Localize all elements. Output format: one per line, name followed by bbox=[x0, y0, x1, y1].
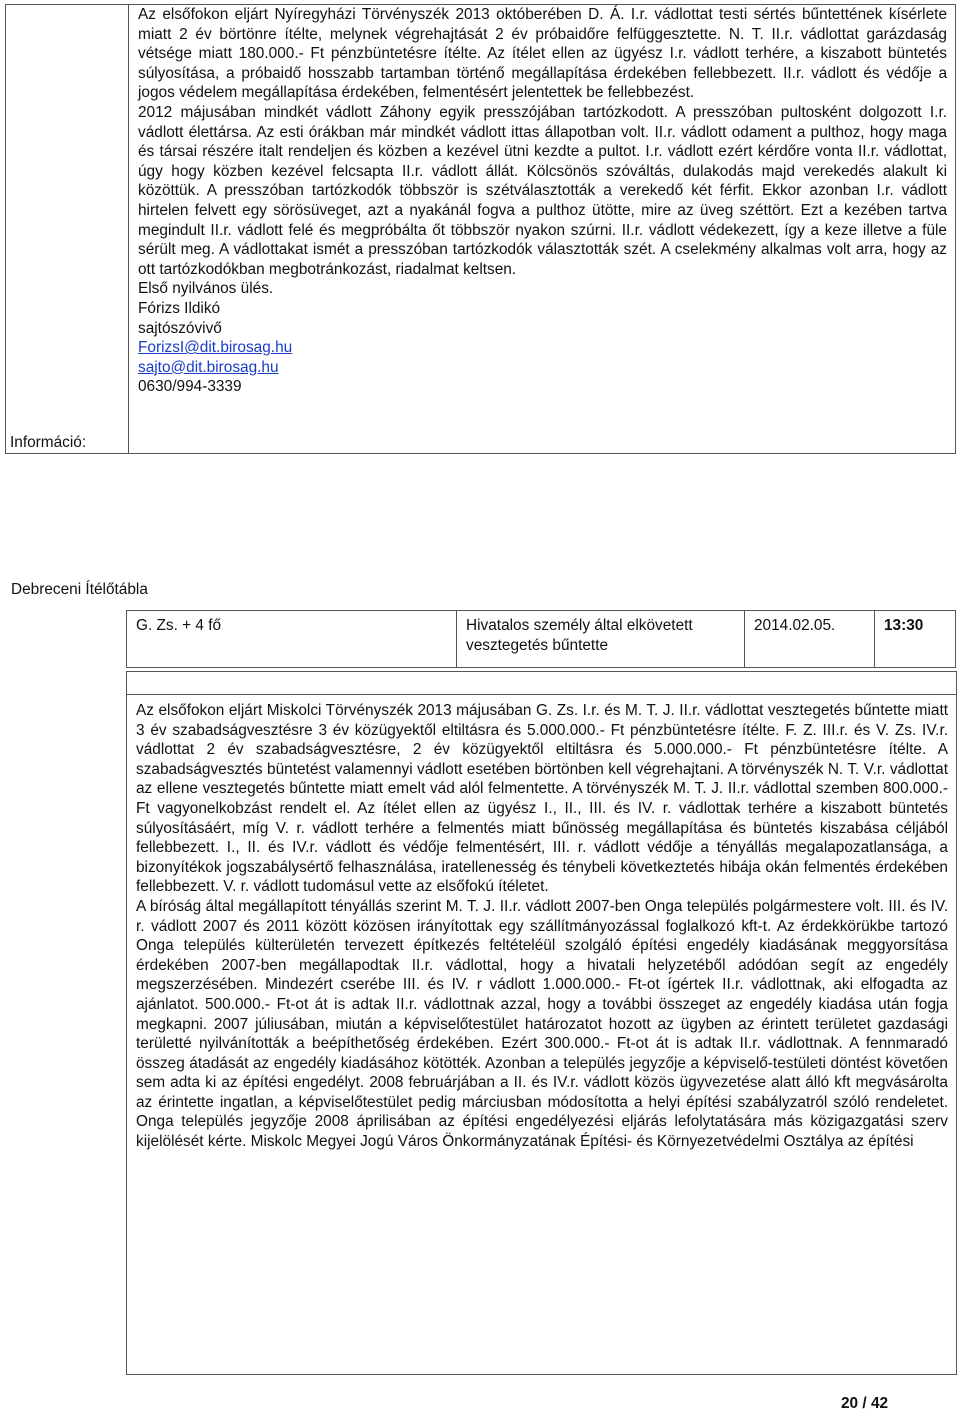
info-label-cell bbox=[6, 5, 129, 454]
info-paragraph-1: Az elsőfokon eljárt Nyíregyházi Törvényszék 2013 októberében D. Á. I.r. vádlottat testi sértés bűntettének kísérlete miatt 2 év börtönre ítélte, melynek végrehajtását 2 év próbaidőre felfüggesztette. N. T. II.r. vádlottat garázdaság vétsége miatt 180.000.- Ft pénzbüntetésre ítélte. Az ítélet ellen az ügyész I.r. vádlott terhére, a kiszabott büntetés súlyosítása, a próbaidő hosszabb tartamban történő megállapítása érdekében fellebbezett. II.r. vádlott és védője a jogos védelem megállapítása érdekében, felmentésért jelentettek be fellebbezést. bbox=[138, 6, 947, 102]
info-table bbox=[5, 4, 956, 454]
case-time: 13:30 bbox=[875, 611, 956, 668]
email-link-2[interactable]: sajto@dit.birosag.hu bbox=[138, 358, 279, 376]
case-separator-row bbox=[126, 671, 957, 695]
case-charge: Hivatalos személy által elkövetett vesztegetés bűntette bbox=[457, 611, 745, 668]
hearing-type: Első nyilvános ülés. bbox=[138, 280, 274, 298]
case-parties: G. Zs. + 4 fő bbox=[127, 611, 457, 668]
case-date: 2014.02.05. bbox=[745, 611, 875, 668]
contact-role: sajtószóvivő bbox=[138, 319, 222, 337]
case-detail-box bbox=[126, 693, 957, 1375]
email-link-1[interactable]: ForizsI@dit.birosag.hu bbox=[138, 339, 293, 357]
info-content-cell bbox=[129, 5, 956, 454]
page-number: 20 / 42 bbox=[841, 1395, 889, 1412]
info-paragraph-2: 2012 májusában mindkét vádlott Záhony egyik presszójában tartózkodott. A presszóban pultosként dolgozott I.r. vádlott élettársa. Az esti órákban már mindkét vádlott ittas állapotban volt. II.r. vádlott odament a pulthoz, hogy maga és társai részére italt rendeljen és közben a kezével ütni kezdte a pultot. I.r. vádlott ezért kérdőre vonta II.r. vádlottat, úgy hogy közben kezével felcsapta II.r. vádlott állát. Kölcsönös szóváltás, dulakodás majd verekedés alakult ki közöttük. A presszóban tartózkodók többször is szétválasztották a verekedő két férfit. Ekkor azonban I.r. vádlott hirtelen felvett egy sörösüveget, azt a nyakánál fogva a pulthoz ütötte, mire az üveg széttört. Ezt a kezében tartva megindult II.r. vádlott felé és megpróbálta őt többször nyakon szúrni. II.r. vádlott védekezett, így a keze illetve a füle sérült meg. A vádlottakat ismét a presszóban tartózkodók választották szét. A cselekmény alkalmas volt arra, hogy az ott tartózkodókban megbotránkozást, riadalmat keltsen. bbox=[138, 103, 947, 278]
case-detail-paragraph-2: A bíróság által megállapított tényállás szerint M. T. J. II.r. vádlott 2007-ben Onga település polgármestere volt. III. és IV. r. vádlott 2007 és 2011 között közösen irányítottak egy szállítmányozással foglalkozó kft-t. Az érdekkörükbe tartozó Onga település külterületén tervezett építkezés feltételéül szolgáló építési engedély kiadásának meggyorsítása érdekében 2007-ben megállapodtak II.r. vádlottal, hogy a hivatali helyzetéből adódóan segít az engedély megszerzésében. Mindezért cserébe III. és IV. r vádlott 1.000.000.- Ft-ot ígértek II.r. vádlottnak, aki elfogadta az ajánlatot. 500.000.- Ft-ot át is adtak II.r. vádlottnak azzal, hogy a további összeget az engedély kiadása után fogja megkapni. 2007 júliusában, miután a képviselőtestület határozatot hozott az ügyben az érintett területet gazdasági területté nyilvánították a beépíthetőség érdekében. Ezért 300.000.- Ft-ot át is adtak II.r. vádlottnak. A fennmaradó összeg átadását az engedély kiadásához kötötték. Azonban a település jegyzője a képviselő-testületi döntést követően sem adta ki az építési engedélyt. 2008 februárjában a II. és IV.r. vádlott közös ügyvezetése alatt álló kft megvásárolta az érintette ingatlan, a képviselőtestület pedig márciusban módosította a helyi építési szabályzatról szóló rendeletet. Onga település jegyzője 2008 áprilisában az építési engedélyezési eljárás lefolytatására más közigazgatási szerv kijelölését kérte. Miskolc Megyei Jogú Város Önkormányzatának Építési- és Környezetvédelmi Osztálya az építési bbox=[136, 897, 948, 1151]
info-label: Információ: bbox=[10, 434, 87, 451]
case-row bbox=[126, 610, 956, 668]
contact-name: Fórizs Ildikó bbox=[138, 299, 221, 317]
contact-phone: 0630/994-3339 bbox=[138, 378, 242, 396]
section-title: Debreceni Ítélőtábla bbox=[11, 581, 148, 598]
case-detail-paragraph-1: Az elsőfokon eljárt Miskolci Törvényszék 2013 májusában G. Zs. I.r. és M. T. J. II.r. vádlottat vesztegetés bűntette miatt 3 év szabadságvesztésre 3 év közügyektől eltiltásra és 5.000.000.- Ft pénzbüntetésre ítélte. F. Z. III.r. és V. Zs. IV.r. vádlottat 2 év szabadságvesztésre, 2 év közügyektől eltiltásra és 5.000.000.- Ft pénzbüntetésre ítélte. A szabadságvesztés büntetést valamennyi vádlott esetében börtönben kell végrehajtani. A törvényszék N. T. V.r. vádlottat az ellene vesztegetés bűntette miatt emelt vád alól felmentette. A törvényszék M. T. J. II.r. vádlottal szemben 800.000.- Ft vagyonelkobzást rendelt el. Az ítélet ellen az ügyész I., II., III. és IV. r. vádlottak terhére a kiszabott büntetés súlyosításáért, míg V. r. vádlott terhére a felmentés miatt bűnösség megállapítása és büntetés kiszabása céljából fellebbezett. I., II. és IV.r. vádlott és védője felmentésért, III. r. vádlott védője a tényállás megalapozatlansága, a bizonyítékok jogszabálysértő felhasználása, iratellenesség és ténybeli következtetés hibája okán felmentés érdekében fellebbezett. V. r. vádlott tudomásul vette az elsőfokú ítéletet. bbox=[136, 702, 948, 896]
